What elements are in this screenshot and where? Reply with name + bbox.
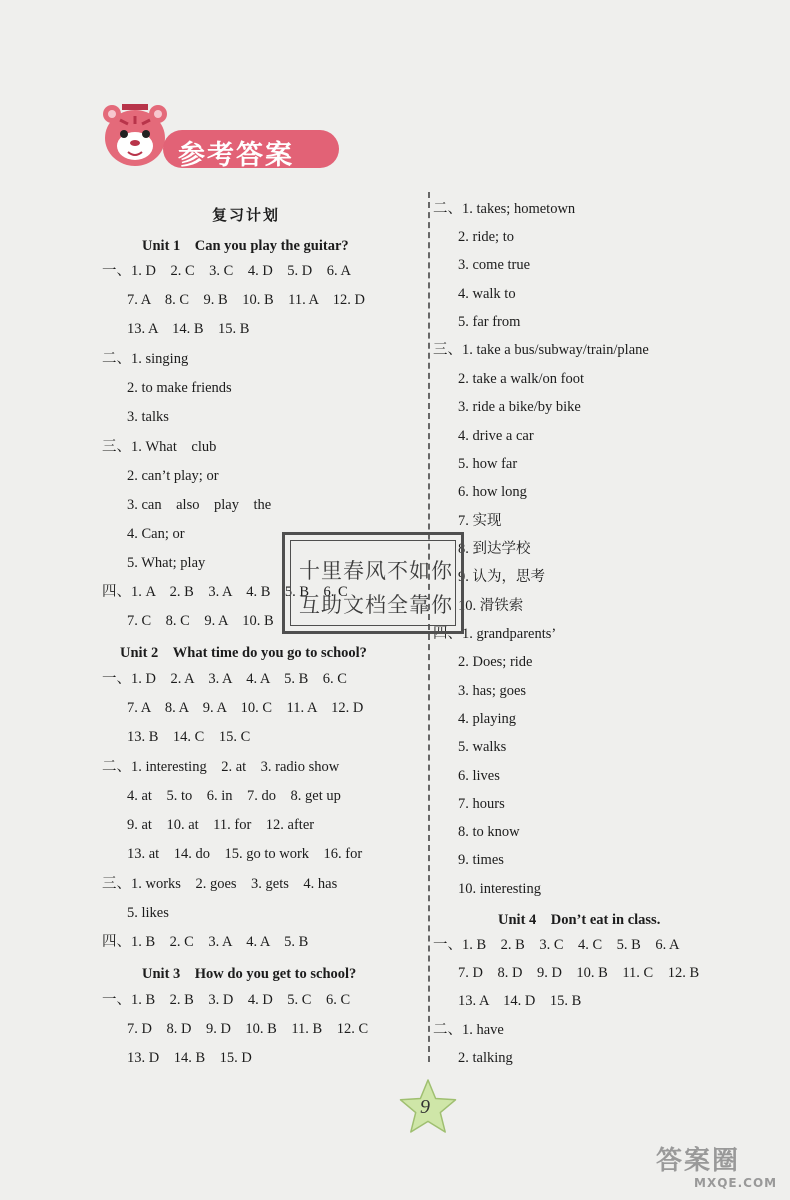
unit1-heading: Unit 1 Can you play the guitar?	[142, 238, 349, 254]
answer-line: 二、1. singing	[102, 351, 189, 367]
answer-line: 5. how far	[458, 456, 518, 472]
answer-line: 2. ride; to	[458, 229, 514, 245]
answer-line: 2. can’t play; or	[127, 468, 219, 484]
answer-line: 5. walks	[458, 739, 507, 755]
answer-line: 13. A 14. B 15. B	[127, 321, 250, 337]
page-number: 9	[420, 1096, 430, 1118]
answer-line: 5. What; play	[127, 555, 206, 571]
answer-line: 7. hours	[458, 796, 505, 812]
banner-title: 参考答案	[178, 140, 294, 171]
answer-line: 13. D 14. B 15. D	[127, 1050, 252, 1066]
answer-line: 三、1. works 2. goes 3. gets 4. has	[102, 876, 338, 892]
answer-line: 7. 实现	[458, 513, 502, 529]
answer-line: 2. Does; ride	[458, 654, 533, 670]
answer-line: 3. has; goes	[458, 683, 527, 699]
answer-line: 4. drive a car	[458, 428, 534, 444]
stamp-line-1: 十里春风不如你	[299, 559, 453, 583]
answer-line: 7. D 8. D 9. D 10. B 11. B 12. C	[127, 1021, 369, 1037]
answer-line: 3. come true	[458, 257, 531, 273]
answer-line: 9. 认为，思考	[458, 569, 545, 585]
answer-line: 一、1. D 2. A 3. A 4. A 5. B 6. C	[102, 671, 347, 687]
answer-line: 13. B 14. C 15. C	[127, 729, 251, 745]
answer-line: 5. likes	[127, 905, 169, 921]
answer-line: 6. lives	[458, 768, 500, 784]
answer-line: 9. at 10. at 11. for 12. after	[127, 817, 315, 833]
answer-line: 13. at 14. do 15. go to work 16. for	[127, 846, 363, 862]
answer-line: 10. 滑铁索	[458, 598, 524, 614]
unit2-heading: Unit 2 What time do you go to school?	[120, 645, 367, 661]
answer-line: 6. how long	[458, 484, 527, 500]
unit3-heading: Unit 3 How do you get to school?	[142, 966, 357, 982]
watermark-logo	[656, 1140, 778, 1190]
stamp-line-2: 互助文档全靠你	[299, 593, 453, 617]
answer-line: 2. take a walk/on foot	[458, 371, 585, 387]
answer-line: 5. far from	[458, 314, 521, 330]
answer-line: 9. times	[458, 852, 504, 868]
watermark-main: 答案圈	[656, 1146, 741, 1176]
unit4-heading: Unit 4 Don’t eat in class.	[498, 912, 661, 928]
answer-line: 一、1. B 2. B 3. D 4. D 5. C 6. C	[102, 992, 351, 1008]
answer-line: 8. to know	[458, 824, 520, 840]
answer-line: 2. talking	[458, 1050, 513, 1066]
section-title: 复习计划	[212, 206, 281, 224]
answer-line: 4. at 5. to 6. in 7. do 8. get up	[127, 788, 341, 804]
answer-line: 2. to make friends	[127, 380, 232, 396]
answer-line: 三、1. What club	[102, 439, 217, 455]
answer-line: 四、1. B 2. C 3. A 4. A 5. B	[102, 934, 309, 950]
answer-line: 一、1. D 2. C 3. C 4. D 5. D 6. A	[102, 263, 351, 279]
answer-line: 4. playing	[458, 711, 516, 727]
answer-line: 3. talks	[127, 409, 169, 425]
answer-line: 8. 到达学校	[458, 541, 531, 557]
answer-line: 3. ride a bike/by bike	[458, 399, 581, 415]
answer-line: 7. A 8. C 9. B 10. B 11. A 12. D	[127, 292, 365, 308]
answer-line: 4. walk to	[458, 286, 516, 302]
answer-line: 7. D 8. D 9. D 10. B 11. C 12. B	[458, 965, 700, 981]
seal-stamp	[282, 532, 464, 634]
watermark-sub: MXQE.COM	[694, 1176, 778, 1190]
answer-line: 4. Can; or	[127, 526, 185, 542]
answer-line: 一、1. B 2. B 3. C 4. C 5. B 6. A	[433, 937, 680, 953]
answer-line: 三、1. take a bus/subway/train/plane	[433, 342, 649, 358]
answer-line: 二、1. interesting 2. at 3. radio show	[102, 759, 340, 775]
answer-line: 7. C 8. C 9. A 10. B	[127, 613, 274, 629]
answer-line: 二、1. have	[433, 1022, 504, 1038]
answer-line: 二、1. takes; hometown	[433, 201, 576, 217]
answer-line: 10. interesting	[458, 881, 541, 897]
answer-line: 7. A 8. A 9. A 10. C 11. A 12. D	[127, 700, 364, 716]
answer-line: 四、1. grandparents’	[433, 626, 557, 642]
answer-banner	[108, 124, 340, 170]
answer-line: 3. can also play the	[127, 497, 272, 513]
answer-line: 四、1. A 2. B 3. A 4. B 5. B 6. C	[102, 584, 348, 600]
answer-line: 13. A 14. D 15. B	[458, 993, 582, 1009]
